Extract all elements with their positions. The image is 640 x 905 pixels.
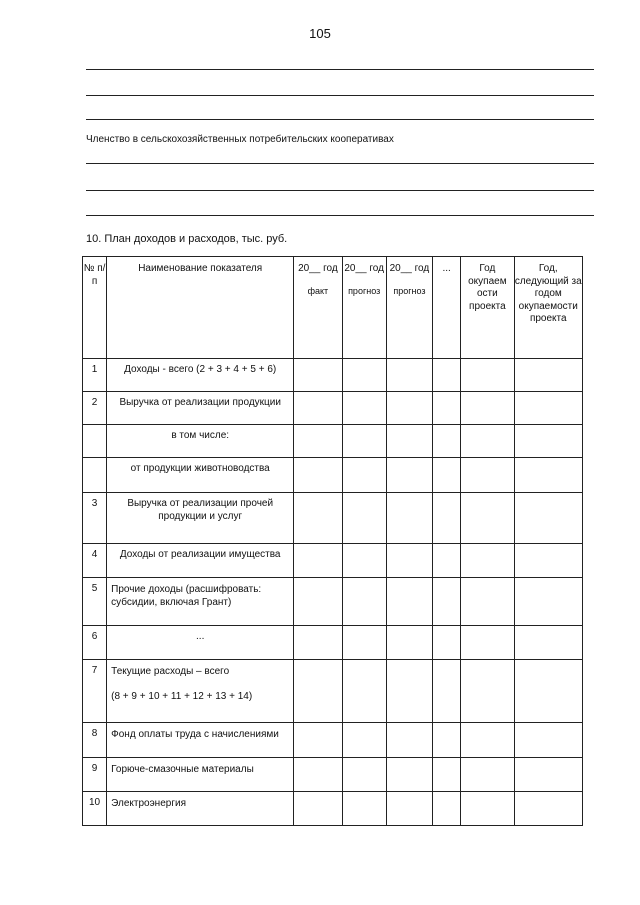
table-row <box>83 626 583 660</box>
cell[interactable] <box>514 626 582 660</box>
cell[interactable] <box>386 660 432 723</box>
cell[interactable] <box>461 493 514 544</box>
header-next-year: Год, следующий за годом окупаемости проекта <box>514 257 582 359</box>
row-name-line: Текущие расходы – всего <box>111 666 230 677</box>
cell[interactable] <box>342 626 386 660</box>
table-row <box>83 578 583 626</box>
row-number: 1 <box>83 359 107 392</box>
cell[interactable] <box>386 578 432 626</box>
cell[interactable] <box>342 392 386 425</box>
cell[interactable] <box>461 723 514 758</box>
row-name: Электроэнергия <box>107 792 294 826</box>
row-number: 7 <box>83 660 107 723</box>
cell[interactable] <box>433 792 461 826</box>
header-year2: 20__ год прогноз <box>342 257 386 359</box>
cell[interactable] <box>386 425 432 458</box>
cell[interactable] <box>433 758 461 792</box>
row-number <box>83 458 107 493</box>
cell[interactable] <box>294 493 342 544</box>
header-name: Наименование показателя <box>107 257 294 359</box>
cell[interactable] <box>294 626 342 660</box>
header-ellipsis: ... <box>433 257 461 359</box>
table-row <box>83 723 583 758</box>
cell[interactable] <box>386 723 432 758</box>
row-number: 6 <box>83 626 107 660</box>
cell[interactable] <box>433 626 461 660</box>
row-name-formula: (8 + 9 + 10 + 11 + 12 + 13 + 14) <box>111 690 253 702</box>
cell[interactable] <box>461 458 514 493</box>
cell[interactable] <box>342 578 386 626</box>
row-number: 4 <box>83 544 107 578</box>
cell[interactable] <box>386 626 432 660</box>
row-number: 2 <box>83 392 107 425</box>
income-expense-table <box>82 256 583 826</box>
blank-fill-line <box>86 163 594 164</box>
cell[interactable] <box>342 660 386 723</box>
cell[interactable] <box>461 392 514 425</box>
cell[interactable] <box>433 359 461 392</box>
page-number: 105 <box>309 26 331 41</box>
cell[interactable] <box>342 493 386 544</box>
cell[interactable] <box>514 392 582 425</box>
cell[interactable] <box>433 493 461 544</box>
cell[interactable] <box>342 425 386 458</box>
row-name: Горюче-смазочные материалы <box>107 758 294 792</box>
table-row <box>83 493 583 544</box>
cell[interactable] <box>514 425 582 458</box>
cell[interactable] <box>514 660 582 723</box>
cell[interactable] <box>294 359 342 392</box>
cell[interactable] <box>433 544 461 578</box>
row-name: Доходы от реализации имущества <box>107 544 294 578</box>
cell[interactable] <box>461 359 514 392</box>
blank-fill-line <box>86 69 594 70</box>
cell[interactable] <box>514 544 582 578</box>
table-row <box>83 792 583 826</box>
cell[interactable] <box>294 758 342 792</box>
cell[interactable] <box>294 723 342 758</box>
cell[interactable] <box>461 792 514 826</box>
blank-fill-line <box>86 95 594 96</box>
table-row <box>83 660 583 723</box>
row-number: 5 <box>83 578 107 626</box>
row-name: Доходы - всего (2 + 3 + 4 + 5 + 6) <box>107 359 294 392</box>
table-row <box>83 758 583 792</box>
cell[interactable] <box>294 425 342 458</box>
row-name: ... <box>107 626 294 660</box>
row-number: 10 <box>83 792 107 826</box>
cell[interactable] <box>294 392 342 425</box>
row-number: 9 <box>83 758 107 792</box>
cell[interactable] <box>514 493 582 544</box>
cell[interactable] <box>342 723 386 758</box>
cell[interactable] <box>461 544 514 578</box>
cell[interactable] <box>386 758 432 792</box>
section-title: 10. План доходов и расходов, тыс. руб. <box>86 233 288 245</box>
row-name: Фонд оплаты труда с начислениями <box>107 723 294 758</box>
cell[interactable] <box>433 578 461 626</box>
cell[interactable] <box>433 392 461 425</box>
cell[interactable] <box>342 758 386 792</box>
cell[interactable] <box>386 493 432 544</box>
row-number <box>83 425 107 458</box>
row-name: Выручка от реализации продукции <box>107 392 294 425</box>
cell[interactable] <box>386 392 432 425</box>
header-year3: 20__ год прогноз <box>386 257 432 359</box>
row-name: Прочие доходы (расшифровать: субсидии, включая Грант) <box>107 578 294 626</box>
table-row <box>83 392 583 425</box>
cell[interactable] <box>386 792 432 826</box>
cell[interactable] <box>294 544 342 578</box>
header-year1: 20__ год факт <box>294 257 342 359</box>
cell[interactable] <box>342 458 386 493</box>
cell[interactable] <box>514 758 582 792</box>
cell[interactable] <box>514 359 582 392</box>
cell[interactable] <box>461 578 514 626</box>
table-row <box>83 425 583 458</box>
cell[interactable] <box>294 458 342 493</box>
cell[interactable] <box>433 660 461 723</box>
cell[interactable] <box>514 792 582 826</box>
table-row <box>83 544 583 578</box>
cell[interactable] <box>433 425 461 458</box>
row-name: Выручка от реализации прочей продукции и услуг <box>107 493 294 544</box>
row-number: 8 <box>83 723 107 758</box>
cell[interactable] <box>342 544 386 578</box>
cell[interactable] <box>461 425 514 458</box>
cell[interactable] <box>514 723 582 758</box>
membership-label: Членство в сельскохозяйственных потребительских кооперативах <box>86 134 394 145</box>
header-payback-year: Год окупаем ости проекта <box>461 257 514 359</box>
table-row <box>83 359 583 392</box>
row-name <box>107 660 294 723</box>
cell[interactable] <box>294 578 342 626</box>
cell[interactable] <box>433 458 461 493</box>
cell[interactable] <box>294 660 342 723</box>
row-name: от продукции животноводства <box>107 458 294 493</box>
cell[interactable] <box>294 792 342 826</box>
cell[interactable] <box>386 359 432 392</box>
table-header-row <box>83 257 583 359</box>
blank-fill-line <box>86 190 594 191</box>
cell[interactable] <box>461 626 514 660</box>
cell[interactable] <box>514 578 582 626</box>
cell[interactable] <box>342 359 386 392</box>
cell[interactable] <box>514 458 582 493</box>
cell[interactable] <box>342 792 386 826</box>
cell[interactable] <box>386 458 432 493</box>
row-name: в том числе: <box>107 425 294 458</box>
cell[interactable] <box>433 723 461 758</box>
cell[interactable] <box>386 544 432 578</box>
header-num: № п/п <box>83 257 107 359</box>
cell[interactable] <box>461 758 514 792</box>
table-row <box>83 458 583 493</box>
blank-fill-line <box>86 215 594 216</box>
row-number: 3 <box>83 493 107 544</box>
cell[interactable] <box>461 660 514 723</box>
blank-fill-line <box>86 119 594 120</box>
